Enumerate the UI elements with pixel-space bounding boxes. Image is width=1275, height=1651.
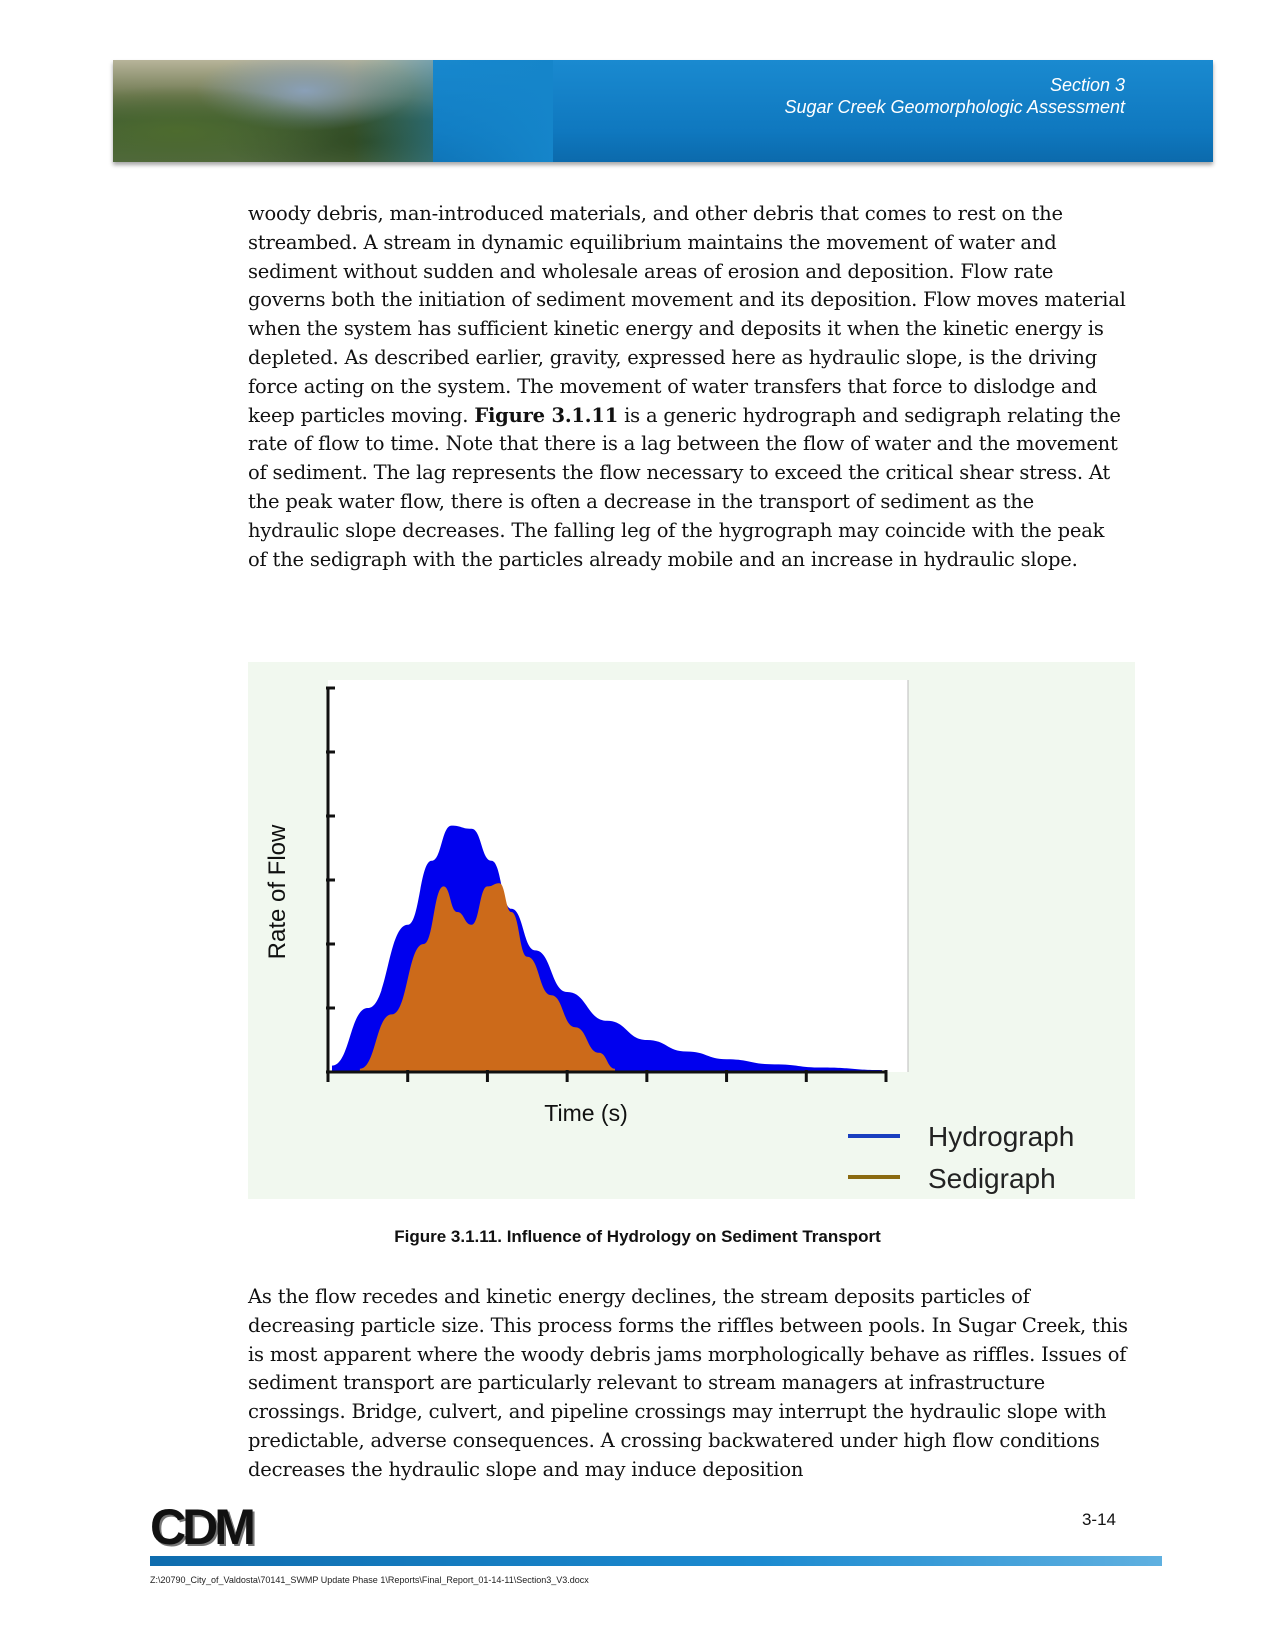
body-paragraph-2: As the flow recedes and kinetic energy declines, the stream deposits particles of decreasing particle size. This process forms the riffles between pools. In Sugar Creek, this is most apparent where the woody debris jams morphologically behave as riffles. Issues of sediment transport are particularly relevant to stream managers at infrastructure crossings. Bridge, culvert, and pipeline crossings may interrupt the hydraulic slope with predictable, adverse consequences. A crossing backwatered under high flow conditions decreases the hydraulic slope and may induce deposition — [248, 1285, 1128, 1481]
legend-label-hydrograph: Hydrograph — [928, 1121, 1075, 1152]
figure-reference: Figure 3.1.11 — [474, 403, 619, 427]
section-label: Section 3 — [1049, 75, 1125, 95]
hydrograph-figure — [248, 662, 1135, 1199]
footer-rule — [150, 1556, 1162, 1566]
hydrograph-chart — [248, 662, 1135, 1199]
header-banner — [113, 60, 1213, 162]
para1-text-a: woody debris, man-introduced materials, and other debris that comes to rest on the streambed. A stream in dynamic equilibrium maintains the movement of water and sediment without sudden and wholesale areas of erosion and deposition. Flow rate governs both the initiation of sediment movement and its deposition. Flow moves material when the system has sufficient kinetic energy and deposits it when the kinetic energy is depleted. As described earlier, gravity, expressed here as hydraulic slope, is the driving force acting on the system. The movement of water transfers that force to dislodge and keep particles moving. — [248, 202, 1126, 427]
file-path: Z:\20790_City_of_Valdosta\70141_SWMP Update Phase 1\Reports\Final_Report_01-14-11\Section3_V3.docx — [150, 1575, 589, 1585]
x-axis-label: Time (s) — [544, 1100, 628, 1126]
cdm-logo: CDM — [150, 1499, 252, 1555]
figure-caption: Figure 3.1.11. Influence of Hydrology on Sediment Transport — [394, 1227, 881, 1246]
header-title — [785, 74, 1126, 118]
page-number: 3-14 — [1081, 1510, 1116, 1529]
section-subtitle: Sugar Creek Geomorphologic Assessment — [784, 97, 1125, 117]
para1-text-b: is a generic hydrograph and sedigraph relating the rate of flow to time. Note that there is a lag between the flow of water and the movement of sediment. The lag represents the flow necessary to exceed the critical shear stress. At the peak water flow, there is often a decrease in the transport of sediment as the hydraulic slope decreases. The falling leg of the hygrograph may coincide with the peak of the sedigraph with the particles already mobile and an increase in hydraulic slope. — [248, 403, 1121, 571]
legend — [848, 1121, 1074, 1194]
legend-label-sedigraph: Sedigraph — [928, 1163, 1056, 1194]
y-axis-label: Rate of Flow — [264, 824, 291, 960]
body-paragraph-1 — [248, 200, 1128, 574]
